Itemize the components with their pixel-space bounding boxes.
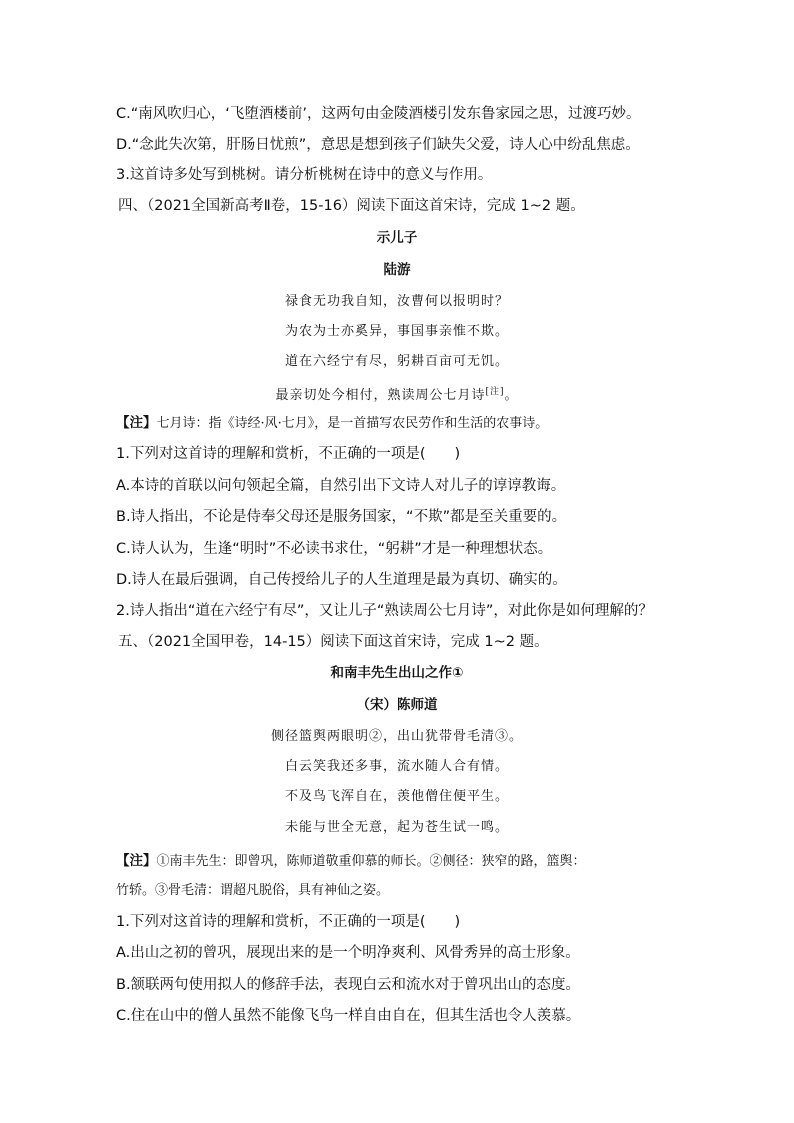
poem-2-line-3: 不及鸟飞浑自在，羡他僧住便平生。 bbox=[284, 789, 509, 804]
section-5-option-b: B.颔联两句使用拟人的修辞手法，表现白云和流水对于曾巩出山的态度。 bbox=[116, 977, 581, 993]
poem-2-line-1: 侧径篮舆两眼明②，出山犹带骨毛清③。 bbox=[270, 729, 523, 744]
section-4-question-1: 1.下列对这首诗的理解和赏析，不正确的一项是( ) bbox=[116, 446, 461, 462]
poem-1-line-3: 道在六经宁有尽，躬耕百亩可无饥。 bbox=[284, 354, 509, 369]
poem-2-line-2: 白云笑我还多事，流水随人合有情。 bbox=[284, 759, 509, 774]
poem-1-title: 示儿子 bbox=[376, 230, 418, 246]
section-5-heading: 五、（2021全国甲卷，14-15）阅读下面这首宋诗，完成 1~2 题。 bbox=[118, 634, 549, 650]
section-4-option-a: A.本诗的首联以问句领起全篇，自然引出下文诗人对儿子的谆谆教诲。 bbox=[116, 478, 566, 494]
poem-2-author: （宋）陈师道 bbox=[356, 697, 438, 713]
poem-2-note-line-2: 竹轿。③骨毛清：谓超凡脱俗，具有神仙之姿。 bbox=[116, 883, 390, 898]
section-5-option-c: C.住在山中的僧人虽然不能像飞鸟一样自由自在，但其生活也令人羡慕。 bbox=[116, 1008, 581, 1024]
poem-1-line-2: 为农为士亦奚异，事国事亲惟不欺。 bbox=[284, 324, 509, 339]
note-label: 【注】 bbox=[116, 853, 157, 869]
question-3-text: 3.这首诗多处写到桃树。请分析桃树在诗中的意义与作用。 bbox=[116, 167, 493, 183]
note-label: 【注】 bbox=[116, 415, 157, 431]
option-d-text: D.“念此失次第，肝肠日忧煎”，意思是想到孩子们缺失父爱，诗人心中纷乱焦虑。 bbox=[116, 137, 640, 153]
section-4-option-b: B.诗人指出，不论是侍奉父母还是服务国家，“不欺”都是至关重要的。 bbox=[116, 509, 567, 525]
note-text-1: ①南丰先生：即曾巩，陈师道敬重仰慕的师长。②侧径：狭窄的路，篮舆： bbox=[156, 854, 586, 869]
section-5-question-1: 1.下列对这首诗的理解和赏析，不正确的一项是( ) bbox=[116, 914, 461, 930]
poem-1-note bbox=[116, 413, 776, 434]
poem-2-line-4: 未能与世全无意，起为苍生试一鸣。 bbox=[284, 820, 509, 835]
section-4-question-2: 2.诗人指出“道在六经宁有尽”，又让儿子“熟读周公七月诗”，对此你是如何理解的？ bbox=[116, 603, 653, 619]
poem-1-line-4: 最亲切处今相付，熟读周公七月诗[注]。 bbox=[275, 387, 519, 403]
poem-1-author: 陆游 bbox=[383, 262, 411, 278]
section-5-option-a: A.出山之初的曾巩，展现出来的是一个明净爽利、风骨秀异的高士形象。 bbox=[116, 945, 580, 961]
section-4-option-c: C.诗人认为，生逢“明时”不必读书求仕，“躬耕”才是一种理想状态。 bbox=[116, 541, 553, 557]
option-c-text: C.“南风吹归心，‘飞堕酒楼前’，这两句由金陵酒楼引发东鲁家园之思，过渡巧妙。 bbox=[116, 106, 641, 122]
section-4-option-d: D.诗人在最后强调，自己传授给儿子的人生道理是最为真切、确实的。 bbox=[116, 572, 567, 588]
note-marker: [注] bbox=[485, 387, 505, 397]
poem-2-title: 和南丰先生出山之作① bbox=[330, 665, 464, 681]
poem-1-line-1: 禄食无功我自知，汝曹何以报明时？ bbox=[284, 294, 509, 309]
note-text: 七月诗：指《诗经·风·七月》，是一首描写农民劳作和生活的农事诗。 bbox=[156, 416, 549, 431]
poem-2-note-line-1 bbox=[116, 851, 776, 872]
section-4-heading: 四、（2021全国新高考Ⅱ卷，15-16）阅读下面这首宋诗，完成 1~2 题。 bbox=[118, 198, 585, 214]
